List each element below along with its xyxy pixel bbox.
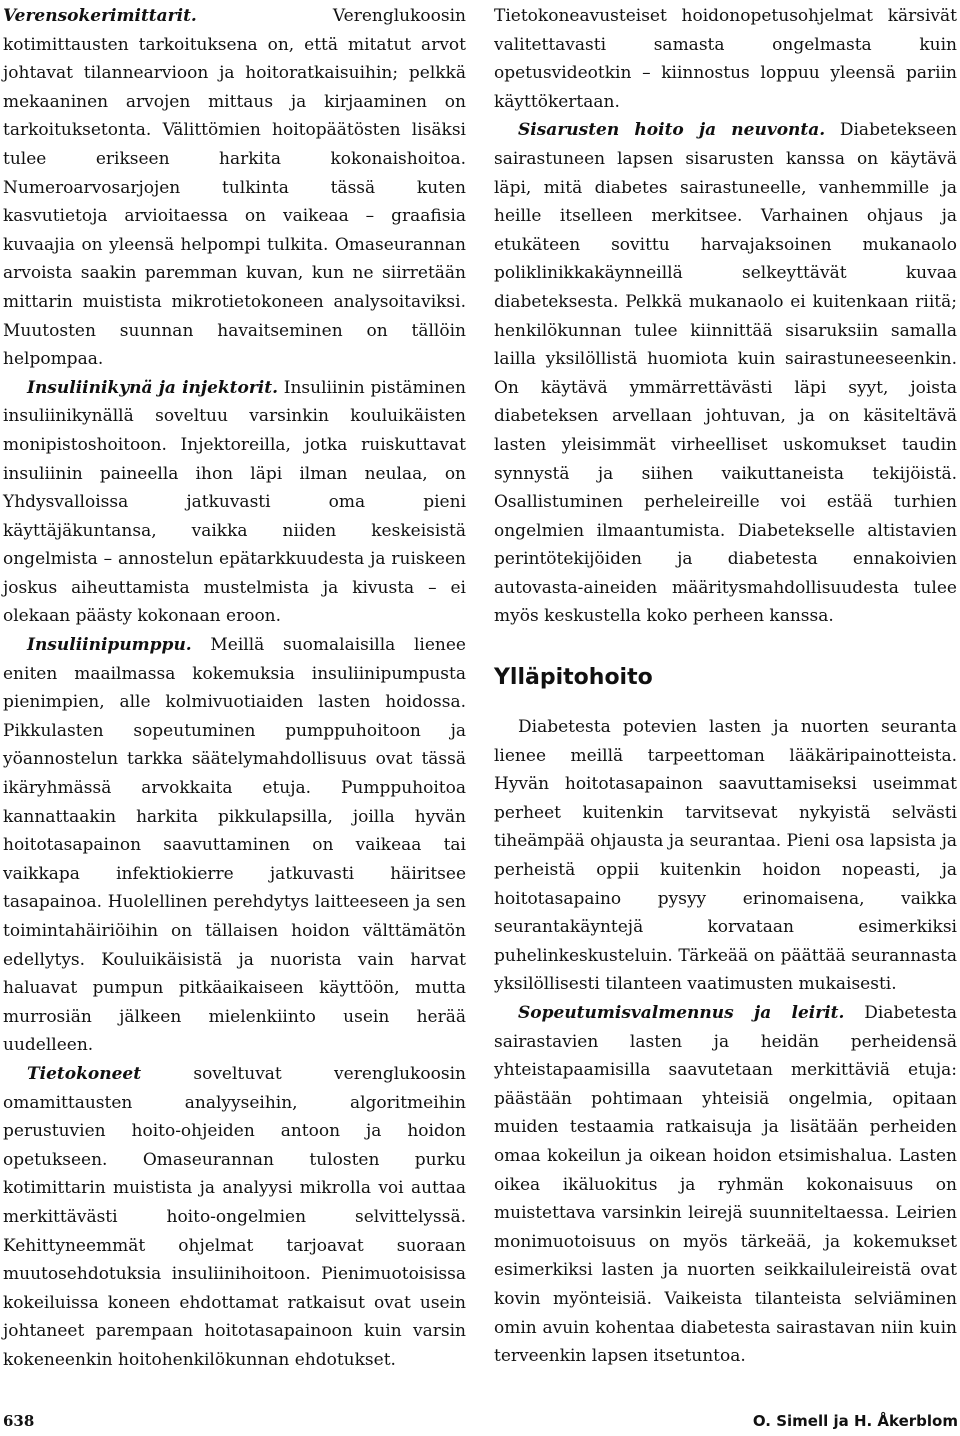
paragraph-heading: Verensokerimittarit. <box>3 6 197 26</box>
paragraph-text: Verenglukoosin kotimittausten tarkoituksena on, että mitatut arvot johtavat tilannearvioon ja hoitoratkaisuihin; pelkkä mekaaninen arvojen mittaus ja kirjaaminen on tarkoituksetonta. Välittömien hoitopäätösten lisäksi tulee erikseen harkita kokonaishoitoa. Numeroarvosarjojen tulkinta tässä kuten kasvutietoja arvioitaessa on vaikeaa – graafisia kuvaajia on yleensä helpompi tulkita. Omaseurannan arvoista saakin paremman kuvan, kun ne siirretään mittarin muistista mikrotietokoneen analysoitaviksi. Muutosten suunnan havaitseminen on tällöin helpompaa. <box>3 6 466 370</box>
paragraph-seuranta <box>494 713 957 999</box>
paragraph-text: Diabetekseen sairastuneen lapsen sisarusten kanssa on käytävä läpi, mitä diabetes sairastuneelle, vanhemmille ja heille itselleen merkitsee. Varhainen ohjaus ja etukäteen sovittu harvajaksoinen mukanaolo poliklinikkakäynneillä selkeyttävät kuvaa diabeteksesta. Pelkkä mukanaolo ei kuitenkaan riitä; henkilökunnan tulee kiinnittää sisaruksiin samalla lailla yksilöllistä huomiota kuin sairastuneeseenkin. On käytävä ymmärrettävästi läpi syyt, joista diabeteksen arvellaan johtuvan, ja on käsiteltävä lasten yleisimmät virheelliset uskomukset taudin synnystä ja siihen vaikuttaneista tekijöistä. Osallistuminen perheleireille voi estää turhien ongelmien ilmaantumista. Diabetekselle altistavien perintötekijöiden ja diabetesta ennakoivien autovasta-aineiden määritysmahdollisuudesta tulee myös keskustella koko perheen kanssa. <box>494 120 958 627</box>
paragraph-heading: Insuliinipumppu. <box>27 635 192 656</box>
paragraph-heading: Sisarusten hoito ja neuvonta. <box>518 120 826 141</box>
paragraph-heading: Insuliinikynä ja injektorit. <box>27 377 279 398</box>
section-title: Ylläpitohoito <box>494 665 653 691</box>
paragraph-insuliinipumppu <box>3 631 466 1060</box>
page-footer <box>0 1412 960 1434</box>
right-column <box>494 2 957 1371</box>
running-footer-authors: O. Simell ja H. Åkerblom <box>752 1412 958 1430</box>
paragraph-text: Diabetesta sairastavien lasten ja heidän perheidensä yhteistapaamisilla saavutetaan merkittäviä etuja: päästään pohtimaan yhteisiä ongelmia, opitaan muiden testaamia ratkaisuja ja lisätään perheiden omaa kokeilun ja oikean hoidon etsimishalua. Lasten oikea ikäluokitus ja ryhmän kokonaisuus on muistettava varsinkin leirejä suunniteltaessa. Leirien monimuotoisuus on myös tärkeää, ja kokemukset esimerkiksi lasten ja nuorten seikkailuleireistä ovat kovin myönteisiä. Vaikeista tilanteista selviäminen omin avuin kohentaa diabetesta sairastavan niin kuin terveenkin lapsen itsetuntoa. <box>494 1003 957 1367</box>
paragraph-heading: Tietokoneet <box>27 1063 142 1084</box>
paragraph-verensokerimittarit <box>3 2 466 374</box>
paragraph-text: soveltuvat verenglukoosin omamittausten analyyseihin, algoritmeihin perustuvien hoito-ohjeiden antoon ja hoidon opetukseen. Omaseurannan tulosten purku kotimittarin muistista ja analyysi mikrolla voi auttaa merkittävästi hoito-ongelmien selvittelyssä. Kehittyneemmät ohjelmat tarjoavat suoraan muutosehdotuksia insuliinihoitoon. Pienimuotoisissa kokeiluissa koneen ehdottamat ratkaisut ovat usein johtaneet parempaan hoitotasapainoon kuin varsin kokeneenkin hoitohenkilökunnan ehdotukset. <box>3 1063 466 1370</box>
paragraph-sopeutumisvalmennus <box>494 999 957 1371</box>
paragraph-text: Diabetesta potevien lasten ja nuorten seuranta lienee meillä tarpeettoman lääkäripainotteista. Hyvän hoitotasapainon saavuttamiseksi useimmat perheet kuitenkin tarvitsevat nykyistä selvästi tiheämpää ohjausta ja seurantaa. Pieni osa lapsista ja perheistä oppii kuitenkin hoidon nopeasti, ja hoitotasapaino pysyy erinomaisena, vaikka seurantakäyntejä korvataan esimerkiksi puhelinkeskusteluin. Tärkeää on päättää seurannasta yksilöllisesti tilanteen vaatimusten mukaisesti. <box>494 717 957 995</box>
paragraph-text: Insuliinin pistäminen insuliinikynällä soveltuu varsinkin kouluikäisten monipistoshoitoon. Injektoreilla, jotka ruiskuttavat insuliinin paineella ihon läpi ilman neulaa, on Yhdysvalloissa jatkuvasti oma pieni käyttäjäkuntansa, vaikka niiden keskeisistä ongelmista – annostelun epätarkkuudesta ja ruiskeen joskus aiheuttamista mustelmista ja kivusta – ei olekaan päästy kokonaan eroon. <box>3 377 466 627</box>
paragraph-sisarusten-hoito <box>494 116 957 631</box>
paragraph-insuliinikyna <box>3 374 466 631</box>
page-number: 638 <box>3 1412 35 1430</box>
paragraph-tietokoneet <box>3 1060 466 1375</box>
left-column <box>3 2 466 1375</box>
paragraph-continuation: Tietokoneavusteiset hoidonopetusohjelmat kärsivät valitettavasti samasta ongelmasta kuin opetusvideotkin – kiinnostus loppuu yleensä pariin käyttökertaan. <box>494 6 957 112</box>
paragraph-heading: Sopeutumisvalmennus ja leirit. <box>518 1003 845 1023</box>
paragraph-text: Meillä suomalaisilla lienee eniten maailmassa kokemuksia insuliinipumpusta pienimpien, alle kolmivuotiaiden lasten hoidossa. Pikkulasten sopeutuminen pumppuhoitoon ja yöannostelun tarkka säätelymahdollisuus ovat tässä ikäryhmässä arvokkaita etuja. Pumppuhoitoa kannattaakin harkita pikkulapsilla, joilla hyvän hoitotasapainon saavuttaminen on vaikeaa tai vaikkapa infektiokierre jatkuvasti häiritsee tasapainoa. Huolellinen perehdytys laitteeseen ja sen toimintahäiriöihin on tällaisen hoidon välttämätön edellytys. Kouluikäisistä ja nuorista vain harvat haluavat pumpun pitkäaikaiseen käyttöön, mutta murrosiän jälkeen mielenkiinto usein herää uudelleen. <box>3 635 466 1056</box>
